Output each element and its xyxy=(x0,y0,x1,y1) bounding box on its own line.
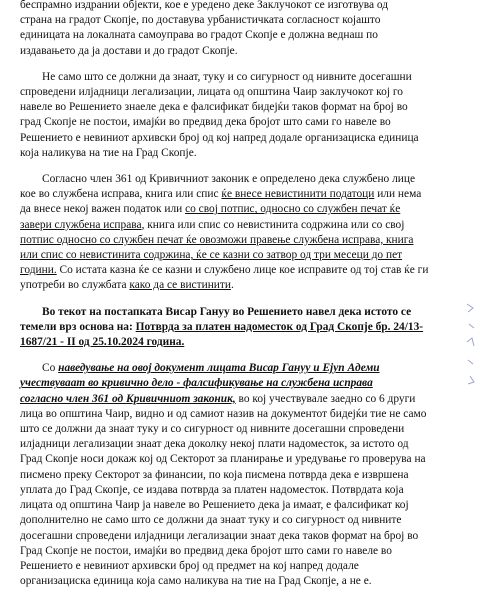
text-line: завери службена исправа, книга или спис со невистинита содржина или со свој xyxy=(20,218,405,231)
paragraph-continued xyxy=(20,0,458,59)
text-line: Град Скопје не постои, имајќи во предвид дека бројот што сами го навеле во xyxy=(20,544,392,557)
text-line: или спис со невистинита содржина, ќе се казни со затвор од три месеци до пет xyxy=(20,249,403,262)
text-line: Во текот на постапката Висар Гануу во Решението навел дека истото се xyxy=(42,305,412,318)
text-line: кое во службена исправа, книга или спис ќе внесе невистинити податоци или нема xyxy=(20,188,422,201)
text-line: град Скопје не постои, имајќи во предвид дека бројот што сами го навеле во xyxy=(20,116,391,129)
text-line: страна на градот Скопје, по доставува урбанистичката согласност којашто xyxy=(20,14,381,27)
text-line: потпис односно со службен печат ќе овозможи правење службена исправа, книга xyxy=(20,233,414,246)
text-line: издавањето да ја достави и до градот Скопје. xyxy=(20,44,238,57)
paragraph-forgery-knowledge xyxy=(20,70,458,161)
text-line: уплата до Град Скопје, се издава потврда за платен надоместок. Потврдата која xyxy=(20,483,404,496)
text-line: години. Со истата казна ќе се казни и службено лице кое исправите од тој став ќе ги xyxy=(20,264,429,277)
text-line: што се должни да знаат туку и со сигурност од нивните досегашни спроведени xyxy=(20,423,405,436)
text-line: која наликува на тие на Град Скопје. xyxy=(20,146,197,159)
paragraph-participation xyxy=(20,361,458,589)
text-line: Не само што се должни да знаат, туку и со сигурност од нивните досегашни xyxy=(42,70,412,83)
stamp-mark-icon xyxy=(464,298,478,388)
heading-paragraph xyxy=(20,305,458,351)
text-line: 1687/21 - II од 25.10.2024 година. xyxy=(20,336,185,349)
text-line: единицата на локалната самоуправа во градот Скопје е должна веднаш по xyxy=(20,29,378,42)
text-line: Решението е невиниот архивски број од кој напред додале организациска единица xyxy=(20,131,419,144)
text-line: дополнително не само што се должни да знаат туку и со сигурност од нивните xyxy=(20,514,402,527)
text-line: Согласно член 361 од Кривичниот законик е определено дека службено лице xyxy=(42,173,416,186)
text-line: досегашни спроведени илјадници легализации знаат дека таков формат на број во xyxy=(20,529,419,542)
text-line: согласно член 361 од Кривичниот законик, во кој учествувале заедно со 6 други xyxy=(20,392,416,405)
text-line: учествуваат во кривично дело - фалсификување на службена исправа xyxy=(20,377,373,390)
paragraph-article-361 xyxy=(20,172,458,294)
text-line: Решението е невиниот архивски број од предмет на кој напред додале xyxy=(20,559,359,572)
text-line: да внесе некој важен податок или со свој потпис, односно со службен печат ќе xyxy=(20,203,401,216)
text-line: илјадници легализации знаат дека доколку некој плати надоместок, за истото од xyxy=(20,438,409,451)
text-line: спроведени илјадници легализации, лицата од општина Чаир заклучокот кој го xyxy=(20,86,403,99)
text-line: писмено преку Секторот за финансии, по која писмена потврда дека е извршена xyxy=(20,468,409,481)
text-line: лицата од општина Чаир ја навеле во Решението дека ја имаат, е фалсификат кој xyxy=(20,499,409,512)
text-line: навеле во Решението знаеле дека е фалсификат бидејќи таков формат на број во xyxy=(20,101,408,114)
text-line: лица во општина Чаир, видно и од самиот назив на документот бидејќи тие не само xyxy=(20,407,427,420)
text-line: употреби во службата како да се вистинити. xyxy=(20,279,234,292)
text-line: организациска единица која само наликува на тие на Град Скопје, а не е. xyxy=(20,575,372,588)
text-line: Град Скопје носи докаж кој од Секторот за планирање и уредување го проверува на xyxy=(20,453,426,466)
text-line: Со наведување на овој документ лицата Висар Гануу и Ејуп Адеми xyxy=(42,362,380,375)
text-line: темели врз основа на: Потврда за платен надоместок од Град Скопје бр. 24/13- xyxy=(20,320,424,333)
text-line: беспрамно издрании објекти, кое е уредено деке Заклучокот се изготвува од xyxy=(20,0,389,11)
